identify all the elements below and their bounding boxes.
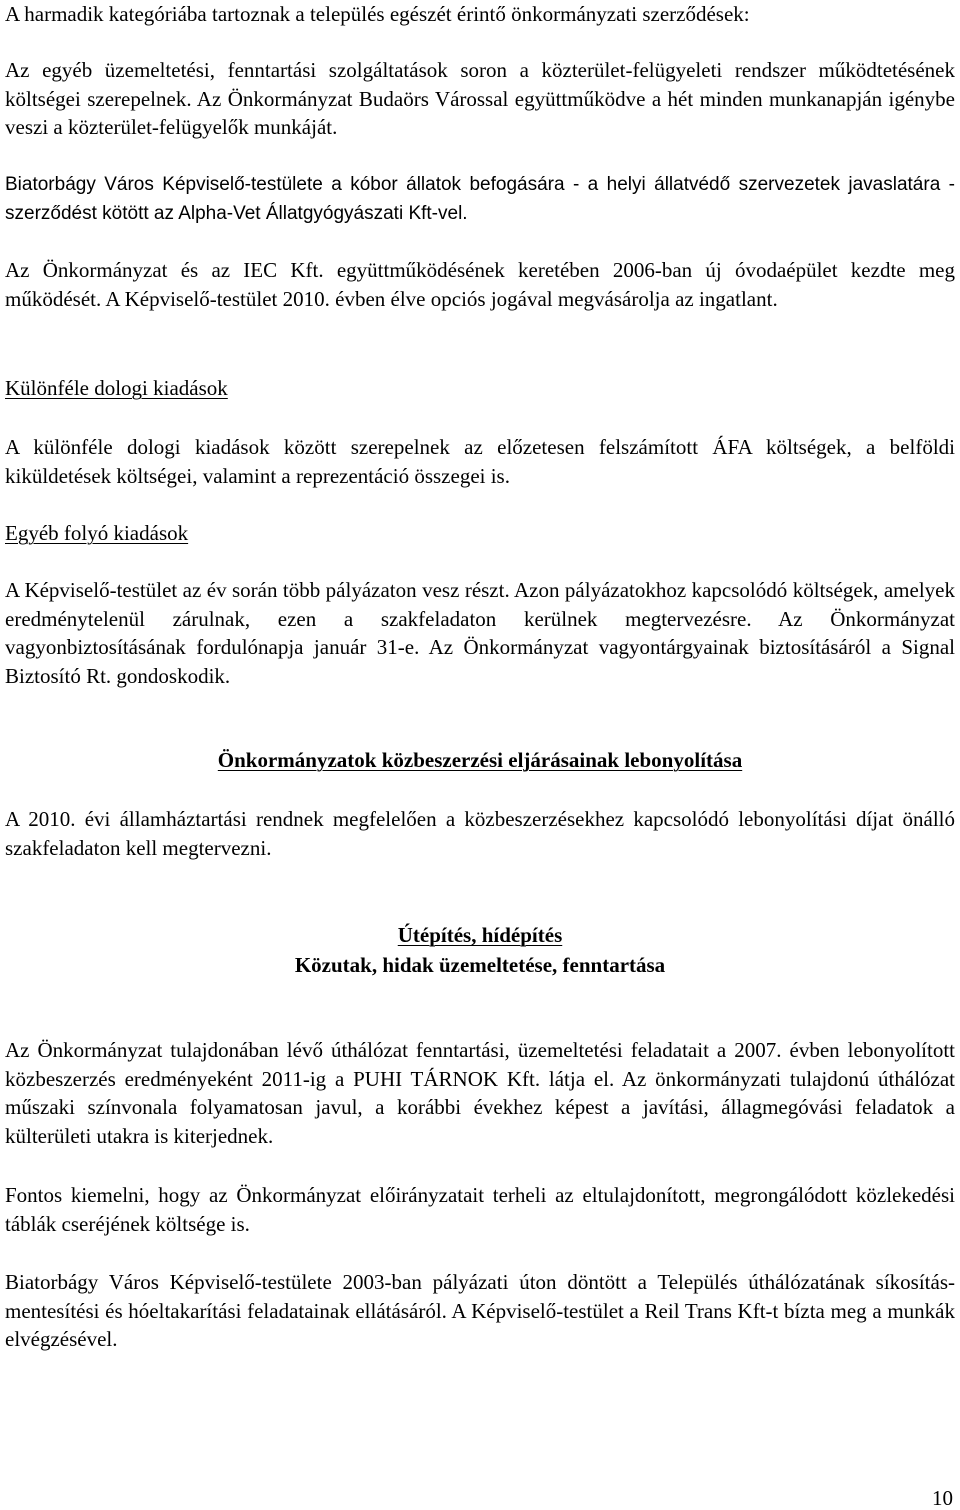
heading-kozutak: Közutak, hidak üzemeltetése, fenntartása bbox=[294, 953, 666, 977]
heading-dologi-kiadasok: Különféle dologi kiadások bbox=[5, 376, 228, 400]
paragraph-kobor-allatok: Biatorbágy Város Képviselő-testülete a kóbor állatok befogására - a helyi állatvédő szervezetek javaslatára - szerződést kötött az Alpha-Vet Állatgyógyászati Kft-vel. bbox=[5, 174, 955, 224]
paragraph-iec: Az Önkormányzat és az IEC Kft. együttműködésének keretében 2006-ban új óvodaépület kezdte meg működését. A Képviselő-testület 2010. évben élve opciós jogával megvásárolja az ingatlant. bbox=[5, 258, 955, 311]
intro-line: A harmadik kategóriába tartoznak a település egészét érintő önkormányzati szerződések: bbox=[5, 2, 750, 26]
paragraph-egyeb-folyo: A Képviselő-testület az év során több pályázaton vesz részt. Azon pályázatokhoz kapcsolódó költségek, amelyek eredménytelenül zárulnak, ezen a szakfeladaton kerülnek megtervezésre. Az Önkormányzat vagyonbiztosításának fordulónapja január 31-e. Az Önkormányzat vagyontárgyainak biztosításáról a Signal Biztosító Rt. gondoskodik. bbox=[5, 578, 955, 689]
document-page bbox=[5, 0, 955, 1509]
paragraph-dologi: A különféle dologi kiadások között szerepelnek az előzetesen felszámított ÁFA költségek, a belföldi kiküldetések költségei, valamint a reprezentáció összegei is. bbox=[5, 435, 955, 488]
paragraph-kozbeszerzes: A 2010. évi államháztartási rendnek megfelelően a közbeszerzésekhez kapcsolódó lebonyolítási díjat önálló szakfeladaton kell megtervezni. bbox=[5, 807, 955, 860]
paragraph-kozterulet: Az egyéb üzemeltetési, fenntartási szolgáltatások soron a közterület-felügyeleti rendszer működtetésének költségei szerepelnek. Az Önkormányzat Budaörs Várossal együttműködve a hét minden munkanapján igénybe veszi a közterület-felügyelők munkáját. bbox=[5, 58, 955, 140]
paragraph-uthalozat: Az Önkormányzat tulajdonában lévő úthálózat fenntartási, üzemeltetési feladatait a 2007. évben lebonyolított közbeszerzés eredményeként 2011-ig a PUHI TÁRNOK Kft. látja el. Az önkormányzati tulajdonú úthálózat műszaki színvonala folyamatosan javul, a korábbi évekhez képest a javítási, állagmegóvási feladatok a külterületi utakra is kiterjednek. bbox=[5, 1038, 955, 1149]
heading-kozbeszerzes: Önkormányzatok közbeszerzési eljárásainak lebonyolítása bbox=[217, 748, 743, 772]
paragraph-reil-trans: Biatorbágy Város Képviselő-testülete 2003-ban pályázati úton döntött a Település úthálózatának síkosítás-mentesítési és hóeltakarítási feladatainak ellátásáról. A Képviselő-testület a Reil Trans Kft-t bízta meg a munkák elvégzésével. bbox=[5, 1270, 955, 1352]
paragraph-tablak: Fontos kiemelni, hogy az Önkormányzat előirányzatait terheli az eltulajdonított, megrongálódott közlekedési táblák cseréjének költsége is. bbox=[5, 1183, 955, 1236]
heading-utepites: Útépítés, hídépítés bbox=[397, 923, 563, 947]
heading-egyeb-folyo: Egyéb folyó kiadások bbox=[5, 521, 189, 545]
page-number: 10 bbox=[932, 1486, 953, 1510]
